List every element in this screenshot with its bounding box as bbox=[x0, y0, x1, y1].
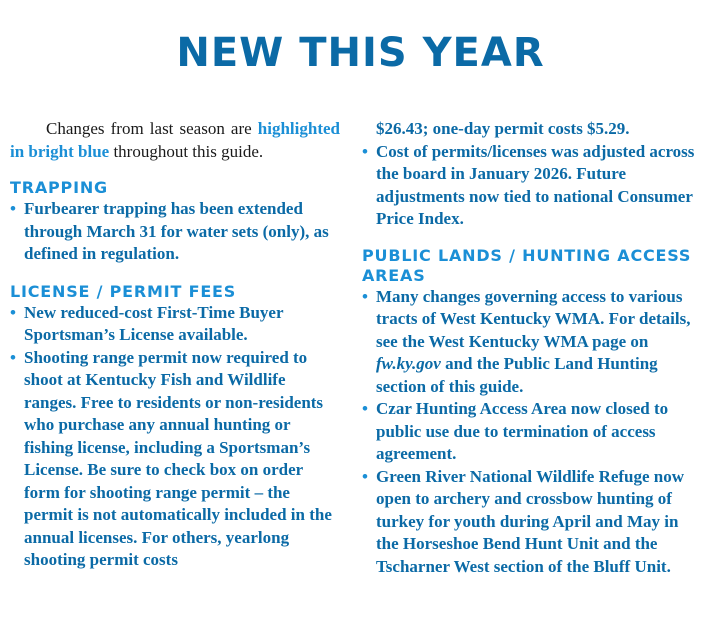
list-item-text: Green River National Wildlife Refuge now open to archery and crossbow hunting of turkey for youth during April and May in the Horseshoe Bend Hunt Unit and the Tscharner West section of the Bluff Unit. bbox=[376, 466, 685, 576]
list-item-text: Czar Hunting Access Area now closed to public use due to termination of access agreement. bbox=[376, 399, 669, 463]
section-heading-trapping: TRAPPING bbox=[10, 178, 108, 197]
left-column bbox=[10, 118, 340, 572]
list-item bbox=[362, 398, 696, 466]
license-list bbox=[10, 302, 340, 572]
list-item-text-end: and the Public Land Hunting section of this guide. bbox=[376, 354, 658, 396]
bullet-icon: • bbox=[362, 286, 368, 306]
intro-text-end: throughout this guide. bbox=[109, 141, 264, 161]
list-item bbox=[10, 198, 340, 266]
intro-highlight: highlighted in bright blue bbox=[10, 119, 340, 161]
intro-text-start: Changes from last season are bbox=[46, 119, 258, 138]
list-item-text: Shooting range permit now required to shoot at Kentucky Fish and Wildlife ranges. Free to residents or non-residents who purchase any annual hunting or fishing license, including a Sportsman’s License. Be sure to check box on order form for shooting range permit – the permit is not automatically included in the annual licenses. For others, yearlong shooting permit costs bbox=[24, 347, 332, 569]
intro-paragraph bbox=[10, 118, 340, 163]
page-title: NEW THIS YEAR bbox=[176, 30, 545, 76]
bullet-icon: • bbox=[10, 302, 16, 322]
website-link[interactable]: fw.ky.gov bbox=[376, 354, 441, 373]
bullet-icon: • bbox=[362, 399, 368, 418]
list-item bbox=[362, 286, 696, 399]
list-item-text-start: Many changes governing access to various tracts of West Kentucky WMA. For details, see the West Kentucky WMA page on bbox=[376, 286, 691, 351]
list-item bbox=[10, 302, 340, 347]
bullet-icon: • bbox=[362, 466, 368, 486]
list-item-text: New reduced-cost First-Time Buyer Sportsman’s License available. bbox=[24, 302, 284, 344]
public-lands-list bbox=[362, 286, 696, 579]
list-item-text: Cost of permits/licenses was adjusted across the board in January 2026. Future adjustments now tied to national Consumer Price Index. bbox=[376, 141, 695, 228]
right-column bbox=[362, 118, 696, 578]
bullet-icon: • bbox=[362, 141, 368, 161]
section-heading-public-lands: PUBLIC LANDS / HUNTING ACCESS AREAS bbox=[362, 245, 692, 285]
list-item-text: Furbearer trapping has been extended through March 31 for water sets (only), as defined in regulation. bbox=[24, 199, 329, 263]
list-item bbox=[10, 347, 340, 572]
trapping-list bbox=[10, 198, 340, 266]
section-heading-license-fees: LICENSE / PERMIT FEES bbox=[10, 281, 237, 301]
bullet-icon: • bbox=[10, 199, 16, 218]
bullet-icon: • bbox=[10, 347, 16, 367]
list-item bbox=[362, 141, 696, 231]
continued-text: $26.43; one-day permit costs $5.29. bbox=[376, 119, 630, 138]
license-list-continued bbox=[362, 141, 696, 231]
list-item bbox=[362, 466, 696, 579]
